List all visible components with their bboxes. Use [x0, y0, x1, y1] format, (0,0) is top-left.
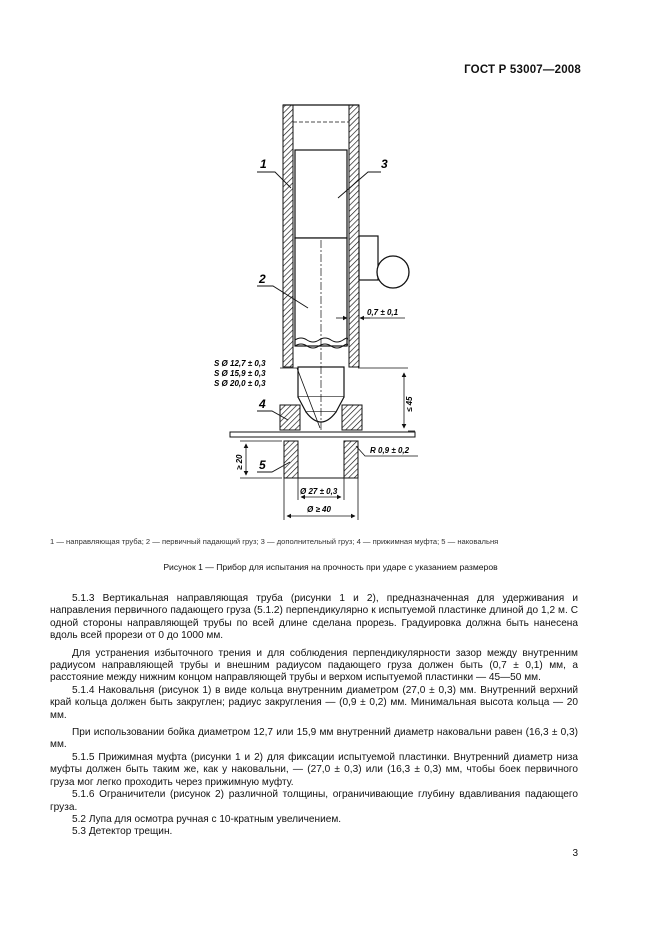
dim-outer-40: Ø ≥ 40 [307, 505, 331, 514]
additional-weight [295, 150, 347, 238]
label-part-3: 3 [381, 157, 388, 171]
page-number: 3 [572, 848, 578, 859]
dim-radius: R 0,9 ± 0,2 [370, 446, 410, 455]
paragraph-5-2: 5.2 Лупа для осмотра ручная с 10-кратным увеличением. [72, 813, 342, 825]
figure-caption: Рисунок 1 — Прибор для испытания на прочность при ударе с указанием размеров [163, 562, 498, 572]
document-header: ГОСТ Р 53007—2008 [464, 64, 581, 76]
dim-tip-20-0: S Ø 20,0 ± 0,3 [214, 379, 266, 388]
tip-diameters [214, 359, 266, 388]
label-part-4: 4 [259, 397, 266, 411]
anvil [284, 441, 358, 478]
dim-gap: 0,7 ± 0,1 [367, 308, 399, 317]
figure-legend: 1 — направляющая труба; 2 — первичный падающий груз; 3 — дополнительный груз; 4 — прижимная муфта; 5 — наковальня [50, 537, 499, 546]
dim-height-20: ≥ 20 [235, 454, 244, 470]
dim-tip-15-9: S Ø 15,9 ± 0,3 [214, 369, 266, 378]
dim-inner-27: Ø 27 ± 0,3 [300, 487, 338, 496]
paragraph-5-3: 5.3 Детектор трещин. [72, 826, 173, 838]
primary-falling-weight [295, 238, 348, 430]
label-part-1: 1 [260, 157, 267, 171]
paragraph-anvil-diameter: При использовании бойка диаметром 12,7 или 15,9 мм внутренний диаметр наковальни равен (16,3 ± 0,3) мм. [50, 727, 578, 751]
test-plate [230, 432, 415, 437]
paragraph-5-1-3: 5.1.3 Вертикальная направляющая труба (рисунки 1 и 2), предназначенная для удерживания и направления первичного падающего груза (5.1.2) перпендикулярно к испытуемой пластинке длиной до 1,2 м. С одной стороны направляющей трубы по всей длине сделана прорезь. Градуировка должна быть нанесена вдоль всей прорези от 0 до 1000 мм. [50, 593, 578, 642]
label-part-2: 2 [259, 272, 266, 286]
label-part-5: 5 [259, 458, 266, 472]
dim-height-45: ≤ 45 [405, 396, 414, 412]
paragraph-friction: Для устранения избыточного трения и для соблюдения перпендикулярности зазор между внутренним радиусом направляющей трубы и внешним радиусом падающего груза должен быть (0,7 ± 0,1) мм, а расстояние между нижним концом направляющей трубы и верхом испытуемой пластинки — 45—50 мм. [50, 647, 578, 684]
dim-tip-12-7: S Ø 12,7 ± 0,3 [214, 359, 266, 368]
body-text [50, 593, 578, 839]
slider-knob [359, 236, 409, 288]
paragraph-5-1-5: 5.1.5 Прижимная муфта (рисунки 1 и 2) для фиксации испытуемой пластинки. Внутренний диаметр низа муфты должен быть таким же, как у наковальни, — (27,0 ± 0,3) или (16,3 ± 0,3) мм, чтобы боек первичного груза мог легко проходить через прижимную муфту. [50, 751, 578, 788]
paragraph-5-1-6: 5.1.6 Ограничители (рисунок 2) различной толщины, ограничивающие глубину вдавливания падающего груза. [50, 789, 578, 813]
paragraph-5-1-4: 5.1.4 Наковальня (рисунок 1) в виде кольца внутренним диаметром (27,0 ± 0,3) мм. Внутренний верхний край кольца должен быть закруглен; радиус закругления — (0,9 ± 0,2) мм. Минимальная высота кольца — 20 мм. [50, 684, 578, 721]
